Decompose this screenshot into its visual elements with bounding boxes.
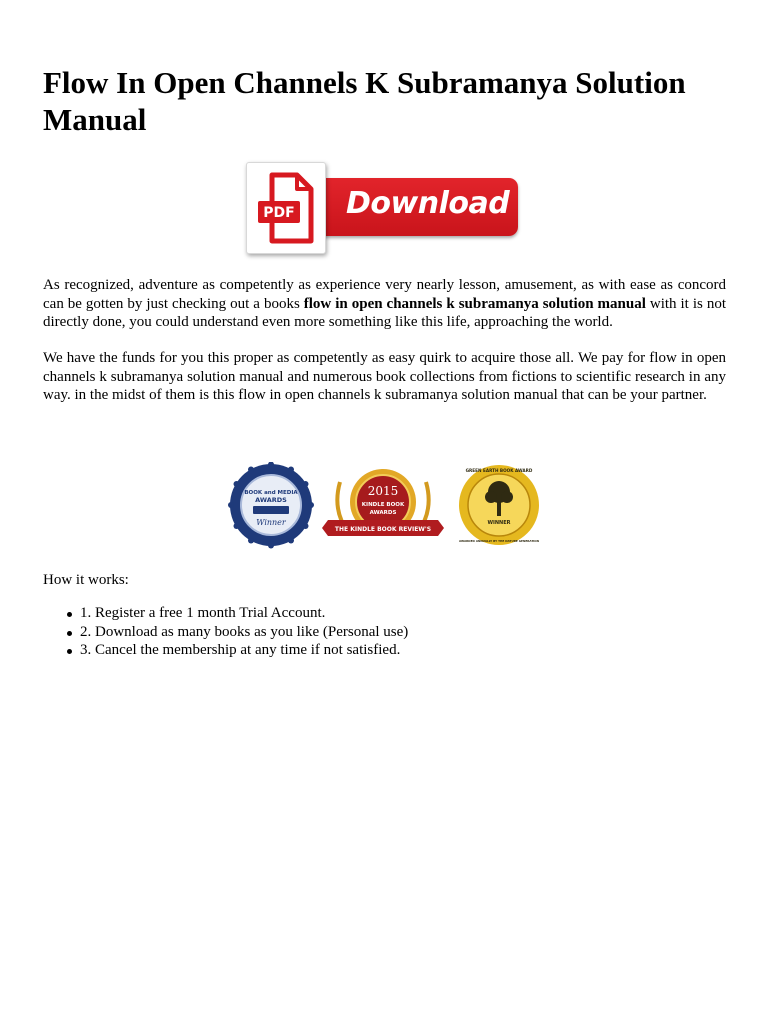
list-item: 3. Cancel the membership at any time if not satisfied. — [43, 641, 408, 660]
intro-text-end: with it is not directly done, you could understand even more something like this life, approaching the world. — [43, 295, 726, 330]
intro-paragraph — [43, 276, 726, 332]
book-media-award-badge — [228, 462, 314, 549]
badge2-line2: AWARDS — [369, 510, 397, 516]
kindle-book-award-badge — [322, 469, 444, 536]
green-earth-award-badge — [459, 465, 540, 545]
badge1-line3: Winner — [256, 518, 286, 527]
badge1-line1: BOOK and MEDIA — [244, 490, 298, 496]
page-title: Flow In Open Channels K Subramanya Solution Manual — [43, 65, 686, 137]
badge3-bottom: AWARDED ANNUALLY BY THE NATURE GENERATION — [458, 539, 540, 543]
intro-text-start: As recognized, adventure as competently as experience very nearly lesson, amusement, as with ease as concord can be gotten by just checking out a books — [43, 277, 726, 312]
download-label[interactable]: Download — [346, 186, 510, 221]
list-item: 1. Register a free 1 month Trial Account. — [43, 604, 408, 623]
download-button[interactable] — [246, 162, 522, 254]
badge1-line2: AWARDS — [255, 496, 287, 504]
badge3-top: GREEN EARTH BOOK AWARD — [465, 468, 533, 473]
badge2-year: 2015 — [367, 484, 399, 498]
how-it-works-heading: How it works: — [43, 572, 129, 588]
pdf-document-icon — [247, 163, 325, 253]
intro-book-title: flow in open channels k subramanya solution manual — [303, 295, 646, 312]
steps-list — [43, 604, 408, 660]
badge3-label: WINNER — [487, 520, 511, 526]
badge2-line1: KINDLE BOOK — [361, 502, 405, 508]
list-item: 2. Download as many books as you like (Personal use) — [43, 623, 408, 642]
awards-row — [228, 462, 542, 550]
pdf-label: PDF — [263, 205, 295, 221]
funds-paragraph: We have the funds for you this proper as competently as easy quirk to acquire those all. We pay for flow in open channels k subramanya solution manual and numerous book collections from fictions to scientific research in any way. in the midst of them is this flow in open channels k subramanya solution manual that can be your partner. — [43, 350, 726, 403]
pdf-file-icon[interactable] — [246, 162, 326, 254]
badge2-ribbon: THE KINDLE BOOK REVIEW'S — [334, 526, 432, 533]
